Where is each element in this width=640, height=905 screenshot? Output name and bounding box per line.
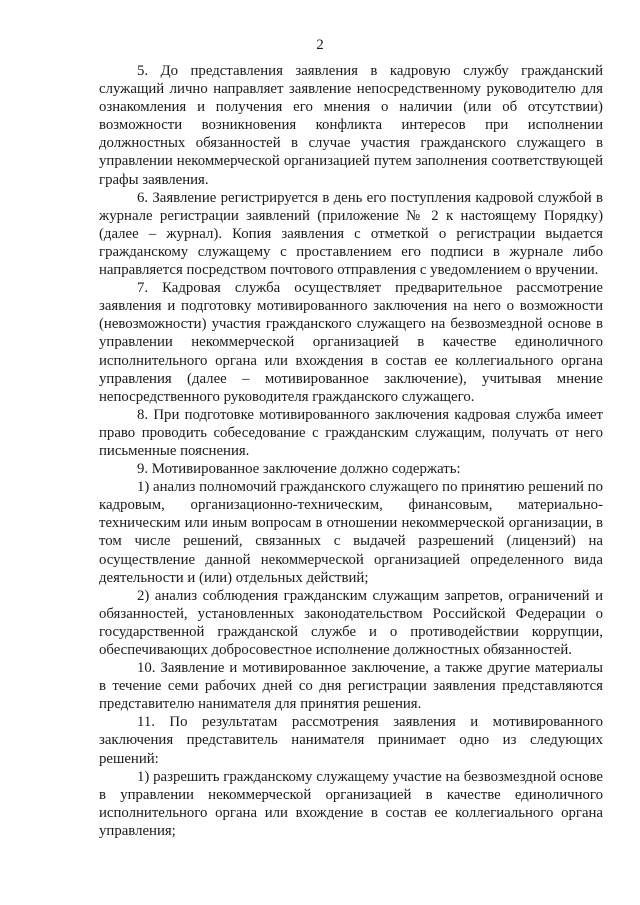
paragraph-11: 11. По результатам рассмотрения заявления и мотивированного заключения представитель нанимателя принимает одно из следующих решений:	[99, 714, 603, 767]
paragraph-9-item-2: 2) анализ соблюдения гражданским служащим запретов, ограничений и обязанностей, установленных законодательством Российской Федерации о государственной гражданской службе и о противодействии коррупции, обеспечивающих добросовестное исполнение должностных обязанностей.	[99, 587, 603, 658]
paragraph-6: 6. Заявление регистрируется в день его поступления кадровой службой в журнале регистрации заявлений (приложение № 2 к настоящему Порядку) (далее – журнал). Копия заявления с отметкой о регистрации выдается гражданскому служащему с проставлением его подписи в журнале либо направляется посредством почтового отправления с уведомлением о вручении.	[99, 189, 603, 279]
paragraph-9-item-1: 1) анализ полномочий гражданского служащего по принятию решений по кадровым, организационно-техническим, финансовым, материально-техническим или иным вопросам в отношении некоммерческой организации, в том числе решений, связанных с выдачей разрешений (лицензий) на осуществление данной некоммерческой организацией определенного вида деятельности и (или) отдельных действий;	[99, 479, 603, 586]
paragraph-9: 9. Мотивированное заключение должно содержать:	[137, 461, 461, 478]
paragraph-5: 5. До представления заявления в кадровую службу гражданский служащий лично направляет заявление непосредственному руководителю для ознакомления и получения его мнения о наличии (или об отсутствии) возможности возникновения конфликта интересов при исполнении должностных обязанностей в случае участия гражданского служащего в управлении некоммерческой организацией путем заполнения соответствующей графы заявления.	[99, 63, 603, 188]
page-number: 2	[316, 37, 324, 53]
paragraph-7: 7. Кадровая служба осуществляет предварительное рассмотрение заявления и подготовку мотивированного заключения на него о возможности (невозможности) участия гражданского служащего на безвозмездной основе в управлении некоммерческой организацией в качестве единоличного исполнительного органа или вхождения в состав ее коллегиального органа управления (далее – мотивированное заключение), учитывая мнение непосредственного руководителя гражданского служащего.	[99, 280, 603, 405]
document-body	[99, 62, 603, 840]
paragraph-8: 8. При подготовке мотивированного заключения кадровая служба имеет право проводить собеседование с гражданским служащим, получать от него письменные пояснения.	[99, 406, 603, 459]
paragraph-11-item-1: 1) разрешить гражданскому служащему участие на безвозмездной основе в управлении некоммерческой организацией в качестве единоличного исполнительного органа или вхождение в состав ее коллегиального органа управления;	[99, 768, 603, 839]
paragraph-10: 10. Заявление и мотивированное заключение, а также другие материалы в течение семи рабочих дней со дня регистрации заявления представляются представителю нанимателя для принятия решения.	[99, 660, 603, 713]
